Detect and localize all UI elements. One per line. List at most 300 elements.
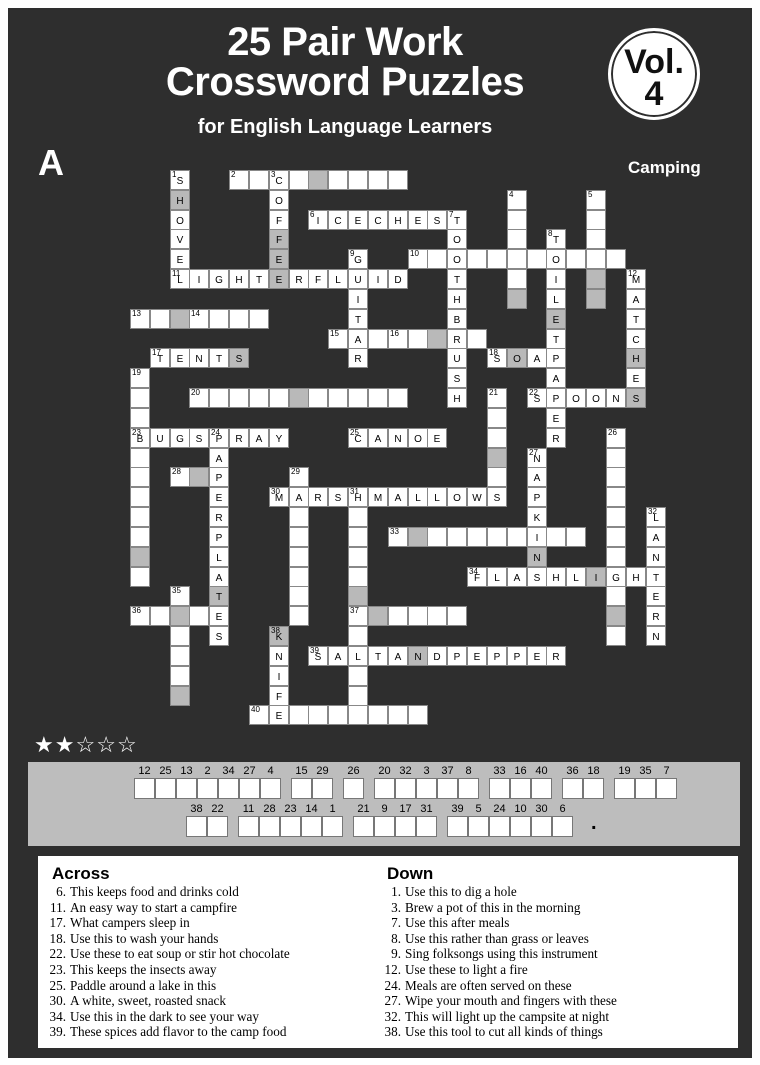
grid-cell[interactable] <box>447 388 467 408</box>
grid-cell[interactable] <box>170 606 190 626</box>
grid-cell[interactable] <box>626 329 646 349</box>
grid-cell[interactable] <box>527 448 547 468</box>
grid-cell[interactable] <box>348 249 368 269</box>
grid-cell[interactable] <box>289 388 309 408</box>
code-box[interactable] <box>155 765 176 799</box>
code-box[interactable] <box>291 765 312 799</box>
grid-cell[interactable] <box>388 646 408 666</box>
grid-cell[interactable] <box>150 348 170 368</box>
grid-cell[interactable] <box>209 428 229 448</box>
grid-cell[interactable] <box>209 507 229 527</box>
grid-cell[interactable] <box>408 249 428 269</box>
grid-cell[interactable] <box>646 626 666 646</box>
grid-cell[interactable] <box>348 527 368 547</box>
code-box[interactable] <box>531 765 552 799</box>
code-box[interactable] <box>280 803 301 837</box>
grid-cell[interactable] <box>229 388 249 408</box>
grid-cell[interactable] <box>170 467 190 487</box>
grid-cell[interactable] <box>408 487 428 507</box>
grid-cell[interactable] <box>209 626 229 646</box>
grid-cell[interactable] <box>586 567 606 587</box>
grid-cell[interactable] <box>209 487 229 507</box>
grid-cell[interactable] <box>487 348 507 368</box>
grid-cell[interactable] <box>408 646 428 666</box>
grid-cell[interactable] <box>447 309 467 329</box>
grid-cell[interactable] <box>269 705 289 725</box>
code-box[interactable] <box>207 803 228 837</box>
grid-cell[interactable] <box>308 388 328 408</box>
grid-cell[interactable] <box>527 527 547 547</box>
grid-cell[interactable] <box>487 448 507 468</box>
grid-cell[interactable] <box>348 388 368 408</box>
grid-cell[interactable] <box>527 249 547 269</box>
grid-cell[interactable] <box>130 309 150 329</box>
grid-cell[interactable] <box>368 388 388 408</box>
grid-cell[interactable] <box>209 448 229 468</box>
grid-cell[interactable] <box>586 229 606 249</box>
grid-cell[interactable] <box>586 289 606 309</box>
grid-cell[interactable] <box>507 289 527 309</box>
grid-cell[interactable] <box>447 249 467 269</box>
grid-cell[interactable] <box>388 170 408 190</box>
grid-cell[interactable] <box>487 249 507 269</box>
grid-cell[interactable] <box>189 606 209 626</box>
grid-cell[interactable] <box>229 428 249 448</box>
grid-cell[interactable] <box>546 428 566 448</box>
grid-cell[interactable] <box>388 428 408 448</box>
code-box[interactable] <box>583 765 604 799</box>
grid-cell[interactable] <box>289 170 309 190</box>
grid-cell[interactable] <box>289 487 309 507</box>
grid-cell[interactable] <box>289 567 309 587</box>
grid-cell[interactable] <box>408 527 428 547</box>
grid-cell[interactable] <box>606 586 626 606</box>
grid-cell[interactable] <box>507 249 527 269</box>
grid-cell[interactable] <box>447 329 467 349</box>
grid-cell[interactable] <box>487 467 507 487</box>
grid-cell[interactable] <box>269 686 289 706</box>
grid-cell[interactable] <box>289 606 309 626</box>
grid-cell[interactable] <box>269 269 289 289</box>
grid-cell[interactable] <box>368 210 388 230</box>
grid-cell[interactable] <box>487 646 507 666</box>
grid-cell[interactable] <box>308 170 328 190</box>
grid-cell[interactable] <box>388 329 408 349</box>
grid-cell[interactable] <box>328 170 348 190</box>
grid-cell[interactable] <box>170 626 190 646</box>
grid-cell[interactable] <box>546 646 566 666</box>
code-box[interactable] <box>197 765 218 799</box>
code-box[interactable] <box>416 765 437 799</box>
grid-cell[interactable] <box>348 547 368 567</box>
grid-cell[interactable] <box>189 467 209 487</box>
code-box[interactable] <box>468 803 489 837</box>
grid-cell[interactable] <box>348 606 368 626</box>
grid-cell[interactable] <box>646 606 666 626</box>
code-box[interactable] <box>343 765 364 799</box>
grid-cell[interactable] <box>229 309 249 329</box>
grid-cell[interactable] <box>546 269 566 289</box>
grid-cell[interactable] <box>546 408 566 428</box>
grid-cell[interactable] <box>150 428 170 448</box>
grid-cell[interactable] <box>546 249 566 269</box>
grid-cell[interactable] <box>249 388 269 408</box>
grid-cell[interactable] <box>328 210 348 230</box>
grid-cell[interactable] <box>447 348 467 368</box>
code-box[interactable] <box>395 803 416 837</box>
code-box[interactable] <box>395 765 416 799</box>
grid-cell[interactable] <box>527 646 547 666</box>
grid-cell[interactable] <box>269 249 289 269</box>
grid-cell[interactable] <box>487 428 507 448</box>
grid-cell[interactable] <box>507 527 527 547</box>
grid-cell[interactable] <box>209 527 229 547</box>
grid-cell[interactable] <box>487 527 507 547</box>
grid-cell[interactable] <box>447 368 467 388</box>
grid-cell[interactable] <box>527 507 547 527</box>
grid-cell[interactable] <box>348 309 368 329</box>
code-box[interactable] <box>134 765 155 799</box>
grid-cell[interactable] <box>507 229 527 249</box>
grid-cell[interactable] <box>130 448 150 468</box>
grid-cell[interactable] <box>546 329 566 349</box>
grid-cell[interactable] <box>408 606 428 626</box>
grid-cell[interactable] <box>447 527 467 547</box>
grid-cell[interactable] <box>348 586 368 606</box>
grid-cell[interactable] <box>249 309 269 329</box>
grid-cell[interactable] <box>269 428 289 448</box>
grid-cell[interactable] <box>348 428 368 448</box>
grid-cell[interactable] <box>229 269 249 289</box>
grid-cell[interactable] <box>626 289 646 309</box>
code-box[interactable] <box>447 803 468 837</box>
grid-cell[interactable] <box>170 686 190 706</box>
grid-cell[interactable] <box>507 567 527 587</box>
grid-cell[interactable] <box>130 368 150 388</box>
grid-cell[interactable] <box>348 626 368 646</box>
grid-cell[interactable] <box>249 269 269 289</box>
code-box[interactable] <box>239 765 260 799</box>
grid-cell[interactable] <box>189 428 209 448</box>
grid-cell[interactable] <box>626 368 646 388</box>
grid-cell[interactable] <box>170 586 190 606</box>
code-box[interactable] <box>458 765 479 799</box>
grid-cell[interactable] <box>308 705 328 725</box>
grid-cell[interactable] <box>170 348 190 368</box>
grid-cell[interactable] <box>289 507 309 527</box>
grid-cell[interactable] <box>209 586 229 606</box>
grid-cell[interactable] <box>527 487 547 507</box>
grid-cell[interactable] <box>150 606 170 626</box>
grid-cell[interactable] <box>269 487 289 507</box>
code-box[interactable] <box>353 803 374 837</box>
grid-cell[interactable] <box>269 666 289 686</box>
grid-cell[interactable] <box>130 527 150 547</box>
code-box[interactable] <box>238 803 259 837</box>
grid-cell[interactable] <box>606 527 626 547</box>
grid-cell[interactable] <box>586 388 606 408</box>
grid-cell[interactable] <box>269 170 289 190</box>
grid-cell[interactable] <box>427 428 447 448</box>
grid-cell[interactable] <box>130 547 150 567</box>
grid-cell[interactable] <box>606 606 626 626</box>
grid-cell[interactable] <box>447 210 467 230</box>
grid-cell[interactable] <box>427 646 447 666</box>
grid-cell[interactable] <box>209 388 229 408</box>
grid-cell[interactable] <box>566 249 586 269</box>
code-box[interactable] <box>186 803 207 837</box>
grid-cell[interactable] <box>249 705 269 725</box>
code-box[interactable] <box>656 765 677 799</box>
grid-cell[interactable] <box>348 348 368 368</box>
code-box[interactable] <box>416 803 437 837</box>
grid-cell[interactable] <box>289 547 309 567</box>
grid-cell[interactable] <box>626 269 646 289</box>
grid-cell[interactable] <box>507 348 527 368</box>
grid-cell[interactable] <box>269 210 289 230</box>
grid-cell[interactable] <box>229 170 249 190</box>
grid-cell[interactable] <box>487 408 507 428</box>
grid-cell[interactable] <box>368 606 388 626</box>
code-box[interactable] <box>437 765 458 799</box>
grid-cell[interactable] <box>447 646 467 666</box>
grid-cell[interactable] <box>566 527 586 547</box>
grid-cell[interactable] <box>546 527 566 547</box>
grid-cell[interactable] <box>348 705 368 725</box>
grid-cell[interactable] <box>566 567 586 587</box>
code-box[interactable] <box>176 765 197 799</box>
grid-cell[interactable] <box>328 646 348 666</box>
grid-cell[interactable] <box>189 269 209 289</box>
grid-cell[interactable] <box>507 210 527 230</box>
grid-cell[interactable] <box>606 626 626 646</box>
grid-cell[interactable] <box>368 269 388 289</box>
grid-cell[interactable] <box>348 567 368 587</box>
grid-cell[interactable] <box>209 567 229 587</box>
grid-cell[interactable] <box>348 210 368 230</box>
grid-cell[interactable] <box>170 170 190 190</box>
grid-cell[interactable] <box>249 428 269 448</box>
grid-cell[interactable] <box>368 487 388 507</box>
grid-cell[interactable] <box>209 467 229 487</box>
grid-cell[interactable] <box>646 547 666 567</box>
grid-cell[interactable] <box>308 210 328 230</box>
grid-cell[interactable] <box>606 249 626 269</box>
code-box[interactable] <box>489 803 510 837</box>
grid-cell[interactable] <box>348 507 368 527</box>
grid-cell[interactable] <box>170 309 190 329</box>
grid-cell[interactable] <box>348 646 368 666</box>
code-box[interactable] <box>218 765 239 799</box>
grid-cell[interactable] <box>170 428 190 448</box>
grid-cell[interactable] <box>646 507 666 527</box>
code-box[interactable] <box>510 803 531 837</box>
grid-cell[interactable] <box>368 170 388 190</box>
grid-cell[interactable] <box>467 527 487 547</box>
grid-cell[interactable] <box>527 348 547 368</box>
grid-cell[interactable] <box>368 646 388 666</box>
grid-cell[interactable] <box>209 269 229 289</box>
grid-cell[interactable] <box>368 428 388 448</box>
code-box[interactable] <box>374 803 395 837</box>
grid-cell[interactable] <box>368 329 388 349</box>
grid-cell[interactable] <box>586 249 606 269</box>
grid-cell[interactable] <box>388 388 408 408</box>
grid-cell[interactable] <box>546 348 566 368</box>
grid-cell[interactable] <box>130 428 150 448</box>
code-box[interactable] <box>614 765 635 799</box>
grid-cell[interactable] <box>308 269 328 289</box>
grid-cell[interactable] <box>566 388 586 408</box>
grid-cell[interactable] <box>467 329 487 349</box>
grid-cell[interactable] <box>546 229 566 249</box>
code-box[interactable] <box>489 765 510 799</box>
grid-cell[interactable] <box>606 487 626 507</box>
grid-cell[interactable] <box>328 705 348 725</box>
grid-cell[interactable] <box>427 249 447 269</box>
grid-cell[interactable] <box>606 547 626 567</box>
grid-cell[interactable] <box>546 309 566 329</box>
grid-cell[interactable] <box>289 527 309 547</box>
grid-cell[interactable] <box>487 388 507 408</box>
grid-cell[interactable] <box>507 269 527 289</box>
grid-cell[interactable] <box>348 666 368 686</box>
grid-cell[interactable] <box>427 527 447 547</box>
grid-cell[interactable] <box>229 348 249 368</box>
grid-cell[interactable] <box>408 705 428 725</box>
grid-cell[interactable] <box>606 467 626 487</box>
grid-cell[interactable] <box>546 289 566 309</box>
grid-cell[interactable] <box>427 606 447 626</box>
grid-cell[interactable] <box>249 170 269 190</box>
grid-cell[interactable] <box>209 547 229 567</box>
grid-cell[interactable] <box>388 487 408 507</box>
grid-cell[interactable] <box>606 428 626 448</box>
grid-cell[interactable] <box>348 686 368 706</box>
grid-cell[interactable] <box>209 309 229 329</box>
code-box[interactable] <box>531 803 552 837</box>
grid-cell[interactable] <box>427 329 447 349</box>
grid-cell[interactable] <box>527 547 547 567</box>
grid-cell[interactable] <box>467 249 487 269</box>
grid-cell[interactable] <box>626 309 646 329</box>
code-box[interactable] <box>562 765 583 799</box>
grid-cell[interactable] <box>269 626 289 646</box>
grid-cell[interactable] <box>348 487 368 507</box>
grid-cell[interactable] <box>586 210 606 230</box>
grid-cell[interactable] <box>388 269 408 289</box>
grid-cell[interactable] <box>189 348 209 368</box>
grid-cell[interactable] <box>606 507 626 527</box>
grid-cell[interactable] <box>209 606 229 626</box>
grid-cell[interactable] <box>586 269 606 289</box>
grid-cell[interactable] <box>467 487 487 507</box>
grid-cell[interactable] <box>606 567 626 587</box>
grid-cell[interactable] <box>546 567 566 587</box>
grid-cell[interactable] <box>170 210 190 230</box>
grid-cell[interactable] <box>348 269 368 289</box>
grid-cell[interactable] <box>408 329 428 349</box>
code-box[interactable] <box>322 803 343 837</box>
code-box[interactable] <box>259 803 280 837</box>
grid-cell[interactable] <box>626 567 646 587</box>
grid-cell[interactable] <box>189 309 209 329</box>
grid-cell[interactable] <box>388 210 408 230</box>
grid-cell[interactable] <box>130 567 150 587</box>
grid-cell[interactable] <box>308 487 328 507</box>
grid-cell[interactable] <box>328 388 348 408</box>
grid-cell[interactable] <box>150 309 170 329</box>
grid-cell[interactable] <box>626 348 646 368</box>
grid-cell[interactable] <box>646 527 666 547</box>
grid-cell[interactable] <box>130 388 150 408</box>
grid-cell[interactable] <box>209 348 229 368</box>
grid-cell[interactable] <box>289 467 309 487</box>
grid-cell[interactable] <box>408 210 428 230</box>
grid-cell[interactable] <box>646 586 666 606</box>
grid-cell[interactable] <box>289 269 309 289</box>
grid-cell[interactable] <box>130 606 150 626</box>
code-box[interactable] <box>552 803 573 837</box>
grid-cell[interactable] <box>269 646 289 666</box>
grid-cell[interactable] <box>328 329 348 349</box>
code-box[interactable] <box>510 765 531 799</box>
grid-cell[interactable] <box>467 567 487 587</box>
grid-cell[interactable] <box>606 388 626 408</box>
grid-cell[interactable] <box>427 210 447 230</box>
grid-cell[interactable] <box>130 487 150 507</box>
grid-cell[interactable] <box>487 567 507 587</box>
grid-cell[interactable] <box>269 388 289 408</box>
grid-cell[interactable] <box>447 289 467 309</box>
grid-cell[interactable] <box>348 170 368 190</box>
grid-cell[interactable] <box>586 190 606 210</box>
grid-cell[interactable] <box>348 329 368 349</box>
grid-cell[interactable] <box>170 229 190 249</box>
grid-cell[interactable] <box>546 388 566 408</box>
grid-cell[interactable] <box>189 388 209 408</box>
grid-cell[interactable] <box>388 606 408 626</box>
grid-cell[interactable] <box>328 269 348 289</box>
grid-cell[interactable] <box>646 567 666 587</box>
grid-cell[interactable] <box>447 269 467 289</box>
grid-cell[interactable] <box>527 388 547 408</box>
grid-cell[interactable] <box>170 269 190 289</box>
grid-cell[interactable] <box>388 705 408 725</box>
grid-cell[interactable] <box>348 289 368 309</box>
grid-cell[interactable] <box>328 487 348 507</box>
code-box[interactable] <box>260 765 281 799</box>
grid-cell[interactable] <box>130 467 150 487</box>
grid-cell[interactable] <box>606 448 626 468</box>
grid-cell[interactable] <box>269 190 289 210</box>
grid-cell[interactable] <box>546 368 566 388</box>
grid-cell[interactable] <box>170 666 190 686</box>
code-box[interactable] <box>301 803 322 837</box>
code-box[interactable] <box>374 765 395 799</box>
grid-cell[interactable] <box>289 705 309 725</box>
grid-cell[interactable] <box>507 190 527 210</box>
grid-cell[interactable] <box>487 487 507 507</box>
grid-cell[interactable] <box>170 646 190 666</box>
grid-cell[interactable] <box>269 229 289 249</box>
grid-cell[interactable] <box>626 388 646 408</box>
grid-cell[interactable] <box>447 229 467 249</box>
grid-cell[interactable] <box>527 467 547 487</box>
grid-cell[interactable] <box>467 646 487 666</box>
code-box[interactable] <box>312 765 333 799</box>
grid-cell[interactable] <box>289 586 309 606</box>
